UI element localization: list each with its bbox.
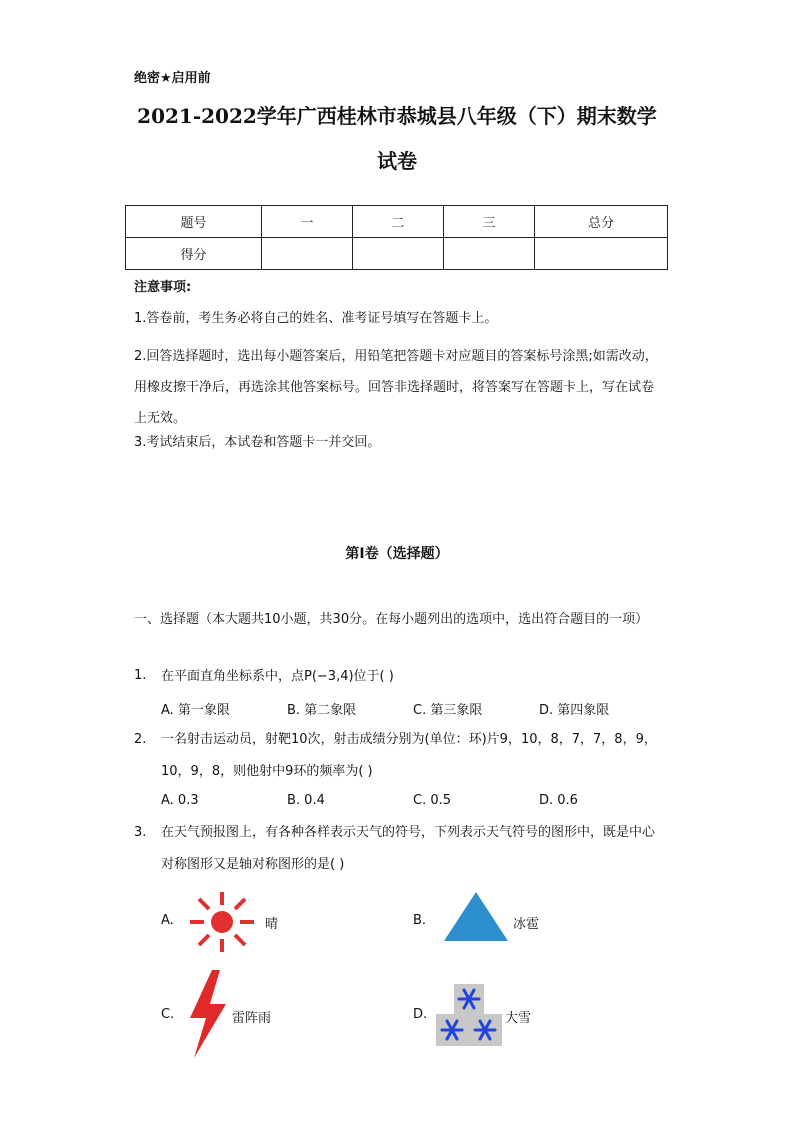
score-table-row	[126, 238, 668, 270]
score-cell	[535, 238, 668, 270]
snowflake-icon	[436, 984, 502, 1046]
note-item: 2.回答选择题时，选出每小题答案后，用铅笔把答题卡对应题目的答案标号涂黑;如需改动，用橡皮擦干净后，再选涂其他答案标号。回答非选择题时，将答案写在答题卡上，写在试卷上无效。	[134, 349, 658, 426]
score-cell: 二	[353, 206, 444, 238]
question-number: 1.	[134, 668, 147, 683]
option-c: C. 第三象限	[413, 703, 483, 718]
option-b: B. 第二象限	[287, 703, 357, 718]
caption-thunderstorm: 雷阵雨	[232, 1011, 272, 1026]
score-cell	[444, 238, 535, 270]
part-title: 第I卷（选择题）	[345, 546, 449, 562]
option-d: D. 0.6	[539, 793, 578, 808]
option-c: C. 0.5	[413, 793, 452, 808]
triangle-hail-icon	[442, 890, 510, 942]
score-cell: 三	[444, 206, 535, 238]
section-heading: 一、选择题（本大题共10小题，共30分。在每小题列出的选项中，选出符合题目的一项）	[134, 612, 649, 627]
question-number: 2.	[134, 732, 147, 747]
notes-heading: 注意事项:	[134, 280, 192, 295]
score-cell: 总分	[535, 206, 668, 238]
question-number: 3.	[134, 825, 147, 840]
exam-title: 2021-2022学年广西桂林市恭城县八年级（下）期末数学	[137, 104, 657, 128]
score-cell: 一	[262, 206, 353, 238]
score-cell: 题号	[126, 206, 262, 238]
option-a: A.	[161, 913, 174, 928]
score-cell	[262, 238, 353, 270]
option-a: A. 0.3	[161, 793, 199, 808]
option-c: C.	[161, 1007, 175, 1022]
caption-hail: 冰雹	[513, 917, 540, 932]
option-b: B.	[413, 913, 427, 928]
option-d: D.	[413, 1007, 428, 1022]
exam-title-line2: 试卷	[377, 149, 417, 173]
lightning-icon	[184, 968, 232, 1060]
option-d: D. 第四象限	[539, 703, 610, 718]
option-a: A. 第一象限	[161, 703, 230, 718]
note-item: 1.答卷前，考生务必将自己的姓名、准考证号填写在答题卡上。	[134, 311, 498, 326]
score-cell: 得分	[126, 238, 262, 270]
score-table-header-row	[126, 206, 668, 238]
option-b: B. 0.4	[287, 793, 325, 808]
note-item: 3.考试结束后，本试卷和答题卡一并交回。	[134, 435, 381, 450]
caption-sunny: 晴	[265, 917, 279, 932]
confidential-label: 绝密★启用前	[134, 71, 211, 86]
sun-icon	[186, 888, 258, 956]
score-table	[125, 205, 668, 270]
question-text: 在天气预报图上，有各种各样表示天气的符号，下列表示天气符号的图形中，既是中心对称图形又是轴对称图形的是( )	[161, 825, 656, 872]
score-cell	[353, 238, 444, 270]
question-text: 一名射击运动员，射靶10次，射击成绩分别为(单位：环)片9，10，8，7，7，8，9，10，9，8，则他射中9环的频率为( )	[161, 732, 657, 779]
question-text: 在平面直角坐标系中，点P(−3,4)位于( )	[161, 669, 394, 684]
caption-heavy-snow: 大雪	[505, 1011, 532, 1026]
